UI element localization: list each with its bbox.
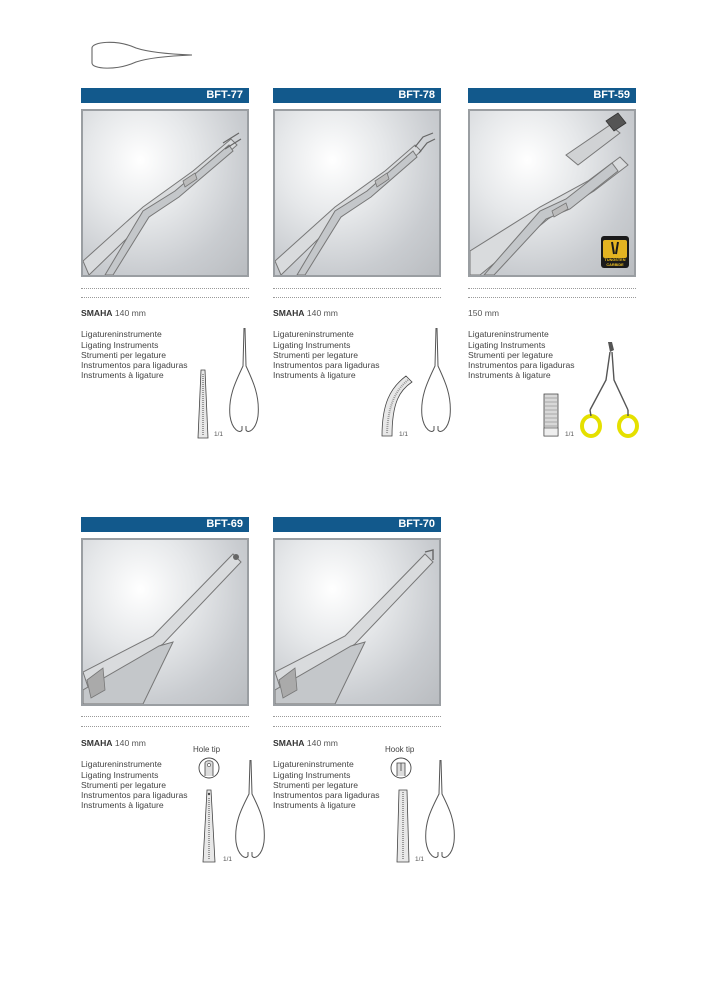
name-en: Ligating Instruments <box>468 339 546 350</box>
product-code-bar: BFT-70 <box>273 517 441 532</box>
name-fr: Instruments à ligature <box>273 800 356 811</box>
instrument-drawing <box>232 758 268 866</box>
product-photo <box>468 109 636 277</box>
instrument-outline-icon <box>86 40 196 70</box>
product-code-bar: BFT-78 <box>273 88 441 103</box>
scale-label: 1/1 <box>415 856 425 863</box>
instrument-drawing <box>226 326 262 442</box>
tip-detail-icon <box>200 788 218 864</box>
product-photo <box>273 109 441 277</box>
divider <box>468 288 636 289</box>
name-de: Ligatureninstrumente <box>273 759 354 770</box>
product-photo <box>81 109 249 277</box>
name-es: Instrumentos para ligaduras <box>81 790 188 801</box>
badge-line-2: CARBIDE <box>606 262 624 267</box>
name-fr: Instruments à ligature <box>81 800 164 811</box>
tip-detail-icon <box>390 757 412 779</box>
product-code-bar: BFT-59 <box>468 88 636 103</box>
name-es: Instrumentos para ligaduras <box>273 790 380 801</box>
tip-detail-icon <box>378 374 414 438</box>
name-it: Strumenti per legature <box>468 349 554 360</box>
product-size: 150 mm <box>468 308 500 318</box>
tip-label: Hook tip <box>385 745 415 754</box>
tip-detail-icon <box>196 368 210 440</box>
name-en: Ligating Instruments <box>81 769 159 780</box>
name-en: Ligating Instruments <box>273 769 351 780</box>
tip-detail-icon <box>394 788 412 864</box>
instrument-drawing <box>580 340 640 440</box>
product-description <box>273 738 380 811</box>
divider <box>273 288 441 289</box>
name-es: Instrumentos para ligaduras <box>273 360 380 371</box>
instrument-drawing <box>422 758 458 866</box>
name-it: Strumenti per legature <box>81 349 167 360</box>
scale-label: 1/1 <box>399 431 409 438</box>
name-fr: Instruments à ligature <box>468 370 551 381</box>
brand-name: SMAHA <box>81 738 113 748</box>
instrument-drawing <box>418 326 454 442</box>
divider <box>81 297 249 298</box>
name-de: Ligatureninstrumente <box>81 329 162 340</box>
name-it: Strumenti per legature <box>81 779 167 790</box>
scale-label: 1/1 <box>223 856 233 863</box>
product-description <box>468 308 575 381</box>
name-fr: Instruments à ligature <box>273 370 356 381</box>
name-es: Instrumentos para ligaduras <box>468 360 575 371</box>
name-en: Ligating Instruments <box>273 339 351 350</box>
product-size: 140 mm <box>306 738 338 748</box>
divider <box>273 726 441 727</box>
scale-label: 1/1 <box>565 431 575 438</box>
name-de: Ligatureninstrumente <box>273 329 354 340</box>
product-size: 140 mm <box>114 738 146 748</box>
product-description <box>81 308 188 381</box>
divider <box>468 297 636 298</box>
product-size: 140 mm <box>306 308 338 318</box>
brand-name: SMAHA <box>81 308 113 318</box>
product-code-bar: BFT-69 <box>81 517 249 532</box>
product-photo <box>81 538 249 706</box>
product-description <box>81 738 188 811</box>
name-it: Strumenti per legature <box>273 349 359 360</box>
tungsten-carbide-badge-icon <box>601 236 629 268</box>
product-size: 140 mm <box>114 308 146 318</box>
divider <box>273 297 441 298</box>
badge-line-1: TUNGSTEN <box>604 258 626 262</box>
name-it: Strumenti per legature <box>273 779 359 790</box>
name-de: Ligatureninstrumente <box>468 329 549 340</box>
product-description <box>273 308 380 381</box>
scale-label: 1/1 <box>214 431 224 438</box>
brand-name: SMAHA <box>273 308 305 318</box>
name-es: Instrumentos para ligaduras <box>81 360 188 371</box>
divider <box>81 726 249 727</box>
name-en: Ligating Instruments <box>81 339 159 350</box>
tip-label: Hole tip <box>193 745 221 754</box>
divider <box>273 716 441 717</box>
brand-name: SMAHA <box>273 738 305 748</box>
divider <box>81 288 249 289</box>
tip-detail-icon <box>198 757 220 779</box>
product-photo <box>273 538 441 706</box>
divider <box>81 716 249 717</box>
name-de: Ligatureninstrumente <box>81 759 162 770</box>
tip-detail-icon <box>541 392 561 438</box>
name-fr: Instruments à ligature <box>81 370 164 381</box>
product-code-bar: BFT-77 <box>81 88 249 103</box>
